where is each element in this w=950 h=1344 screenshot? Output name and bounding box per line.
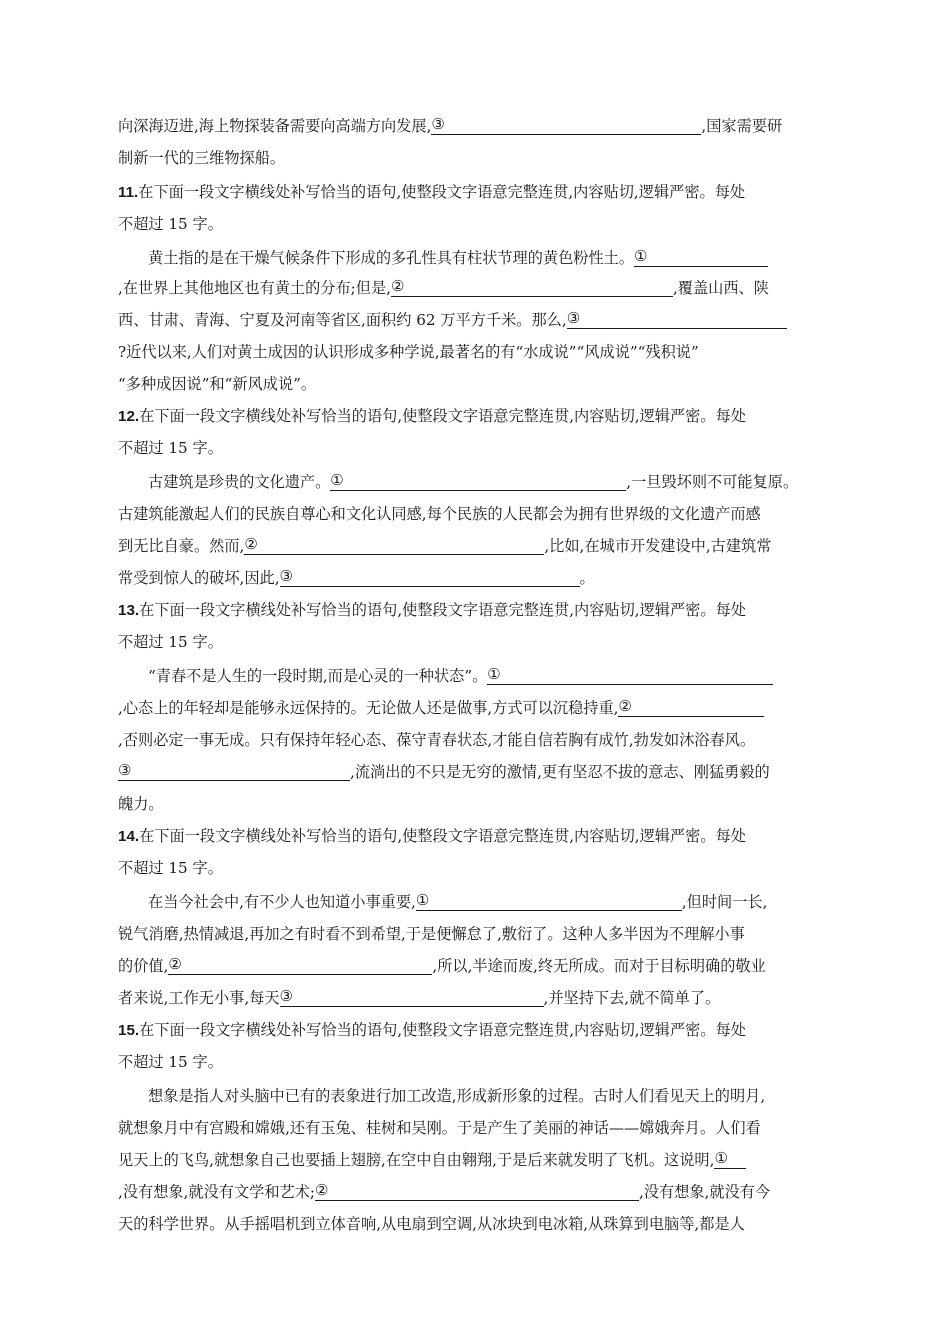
blank-marker: ③ [279, 987, 294, 1005]
text: 就想象月中有宫殿和嫦娥,还有玉兔、桂树和吴刚。于是产生了美丽的神话——嫦娥奔月。人们看 [118, 1119, 761, 1137]
text: ,比如,在城市开发建设中,古建筑常 [544, 537, 772, 555]
blank-marker: ② [244, 535, 258, 553]
answer-blank[interactable] [416, 892, 682, 911]
passage-12-line-2 [118, 498, 761, 530]
text: 者来说,工作无小事,每天 [118, 989, 280, 1007]
answer-blank[interactable] [330, 472, 626, 491]
passage-15-line-1 [148, 1080, 765, 1112]
intro-line-2 [118, 142, 285, 174]
blank-marker: ② [390, 277, 405, 295]
question-prompt: 在下面一段文字横线处补写恰当的语句,使整段文字语意完整连贯,内容贴切,逻辑严密。每处 [139, 1021, 746, 1039]
passage-12-line-3 [118, 530, 771, 562]
passage-11-line-5 [118, 368, 316, 400]
text: 锐气消磨,热情减退,再加之有时看不到希望,于是便懈怠了,敷衍了。这种人多半因为不理解小事 [118, 925, 745, 943]
text: 到无比自豪。然而, [118, 537, 245, 555]
question-prompt: 不超过 15 字。 [118, 859, 223, 877]
text: 见天上的飞鸟,就想象自己也要插上翅膀,在空中自由翱翔,于是后来就发明了飞机。这说明, [118, 1151, 715, 1169]
intro-line-1 [118, 110, 782, 142]
text: 。 [579, 569, 595, 587]
passage-14-line-1 [148, 886, 767, 918]
text: ,并坚持下去,就不简单了。 [543, 989, 721, 1007]
passage-11-line-3 [118, 304, 787, 336]
blank-marker: ③ [118, 761, 132, 779]
passage-11-line-1 [148, 242, 768, 274]
answer-blank[interactable] [391, 278, 673, 297]
blank-marker: ① [415, 891, 430, 909]
question-11-prompt-2 [118, 208, 223, 240]
text: 在当今社会中,有不少人也知道小事重要, [148, 893, 416, 911]
question-number: 15. [118, 1022, 140, 1039]
blank-marker: ② [168, 955, 183, 973]
text: ,心态上的年轻却是能够永远保持的。无论做人还是做事,方式可以沉稳持重, [118, 699, 619, 717]
passage-15-line-5 [118, 1208, 745, 1240]
text: ,国家需要研 [701, 117, 783, 135]
question-11-prompt [118, 176, 745, 208]
text: ,覆盖山西、陕 [672, 279, 769, 297]
text: 的价值, [118, 957, 169, 975]
passage-15-line-3 [118, 1144, 746, 1176]
text: ,没有想象,就没有文学和艺术; [118, 1183, 316, 1201]
blank-marker: ② [315, 1181, 329, 1199]
answer-blank[interactable] [244, 536, 544, 555]
question-prompt: 在下面一段文字横线处补写恰当的语句,使整段文字语意完整连贯,内容贴切,逻辑严密。每处 [138, 183, 746, 201]
question-15-prompt-2 [118, 1046, 223, 1078]
passage-13-line-3 [118, 724, 755, 756]
text: ,但时间一长, [681, 893, 768, 911]
question-14-prompt [118, 820, 746, 852]
passage-11-line-4 [118, 336, 699, 368]
passage-15-line-4 [118, 1176, 770, 1208]
text: ?近代以来,人们对黄土成因的认识形成多种学说,最著名的有“水成说”“风成说”“残积说” [118, 343, 699, 361]
passage-12-line-1 [148, 466, 798, 498]
answer-blank[interactable] [280, 568, 580, 587]
answer-blank[interactable] [714, 1150, 746, 1169]
text: 魄力。 [118, 795, 164, 813]
question-prompt: 不超过 15 字。 [118, 1053, 223, 1071]
passage-14-line-3 [118, 950, 766, 982]
question-13-prompt [118, 594, 746, 626]
question-14-prompt-2 [118, 852, 223, 884]
passage-14-line-4 [118, 982, 720, 1014]
text: ,在世界上其他地区也有黄土的分布;但是, [118, 279, 391, 297]
passage-13-line-1 [148, 660, 773, 692]
blank-marker: ③ [279, 567, 294, 585]
passage-13-line-2 [118, 692, 764, 724]
answer-blank[interactable] [618, 698, 764, 717]
passage-15-line-2 [118, 1112, 761, 1144]
text: 想象是指人对头脑中已有的表象进行加工改造,形成新形象的过程。古时人们看见天上的明月, [148, 1087, 766, 1105]
answer-blank[interactable] [280, 988, 544, 1007]
question-prompt: 在下面一段文字横线处补写恰当的语句,使整段文字语意完整连贯,内容贴切,逻辑严密。每处 [139, 407, 746, 425]
text: 西、甘肃、青海、宁夏及河南等省区,面积约 62 万平方千米。那么, [118, 311, 567, 329]
question-prompt: 不超过 15 字。 [118, 439, 223, 457]
text: 常受到惊人的破坏,因此, [118, 569, 280, 587]
blank-marker: ② [618, 697, 633, 715]
text: ,没有想象,就没有今 [639, 1183, 771, 1201]
answer-blank[interactable] [487, 666, 773, 685]
text: 向深海迈进,海上物探装备需要向高端方向发展, [118, 117, 432, 135]
question-12-prompt-2 [118, 432, 223, 464]
text: “多种成因说”和“新风成说”。 [118, 375, 317, 393]
blank-marker: ③ [431, 115, 446, 133]
question-prompt: 在下面一段文字横线处补写恰当的语句,使整段文字语意完整连贯,内容贴切,逻辑严密。每处 [139, 601, 746, 619]
question-number: 14. [118, 828, 140, 845]
blank-marker: ① [487, 665, 501, 683]
answer-blank[interactable] [567, 310, 787, 329]
text: “青春不是人生的一段时期,而是心灵的一种状态”。 [148, 667, 488, 685]
question-number: 11. [118, 184, 139, 201]
text: ,流淌出的不只是无穷的激情,更有坚忍不拔的意志、刚猛勇毅的 [350, 763, 770, 781]
passage-11-line-2 [118, 272, 769, 304]
question-15-prompt [118, 1014, 746, 1046]
text: ,一旦毁坏则不可能复原。 [626, 473, 799, 491]
blank-marker: ① [714, 1149, 729, 1167]
text: 古建筑是珍贵的文化遗产。 [148, 473, 331, 491]
text: 古建筑能激起人们的民族自尊心和文化认同感,每个民族的人民都会为拥有世界级的文化遗产而感 [118, 505, 761, 523]
question-number: 12. [118, 408, 140, 425]
blank-marker: ① [634, 247, 648, 265]
answer-blank[interactable] [168, 956, 432, 975]
passage-13-line-4 [118, 756, 770, 788]
text: ,否则必定一事无成。只有保持年轻心态、葆守青春状态,才能自信若胸有成竹,勃发如沐浴春风。 [118, 731, 756, 749]
question-prompt: 不超过 15 字。 [118, 633, 223, 651]
question-prompt: 不超过 15 字。 [118, 215, 223, 233]
blank-marker: ① [330, 471, 344, 489]
answer-blank[interactable] [634, 248, 768, 267]
passage-12-line-4 [118, 562, 595, 594]
answer-blank[interactable] [315, 1182, 639, 1201]
question-number: 13. [118, 602, 140, 619]
answer-blank[interactable] [118, 762, 350, 781]
question-13-prompt-2 [118, 626, 223, 658]
passage-14-line-2 [118, 918, 745, 950]
text: 黄土指的是在干燥气候条件下形成的多孔性具有柱状节理的黄色粉性土。 [148, 249, 634, 267]
question-prompt: 在下面一段文字横线处补写恰当的语句,使整段文字语意完整连贯,内容贴切,逻辑严密。每处 [139, 827, 746, 845]
question-12-prompt [118, 400, 746, 432]
passage-13-line-5 [118, 788, 164, 820]
answer-blank[interactable] [431, 116, 701, 135]
text: 天的科学世界。从手摇唱机到立体音响,从电扇到空调,从冰块到电冰箱,从珠算到电脑等,都是人 [118, 1215, 745, 1233]
text: ,所以,半途而废,终无所成。而对于目标明确的敬业 [432, 957, 766, 975]
blank-marker: ③ [566, 309, 581, 327]
text: 制新一代的三维物探船。 [118, 149, 286, 167]
